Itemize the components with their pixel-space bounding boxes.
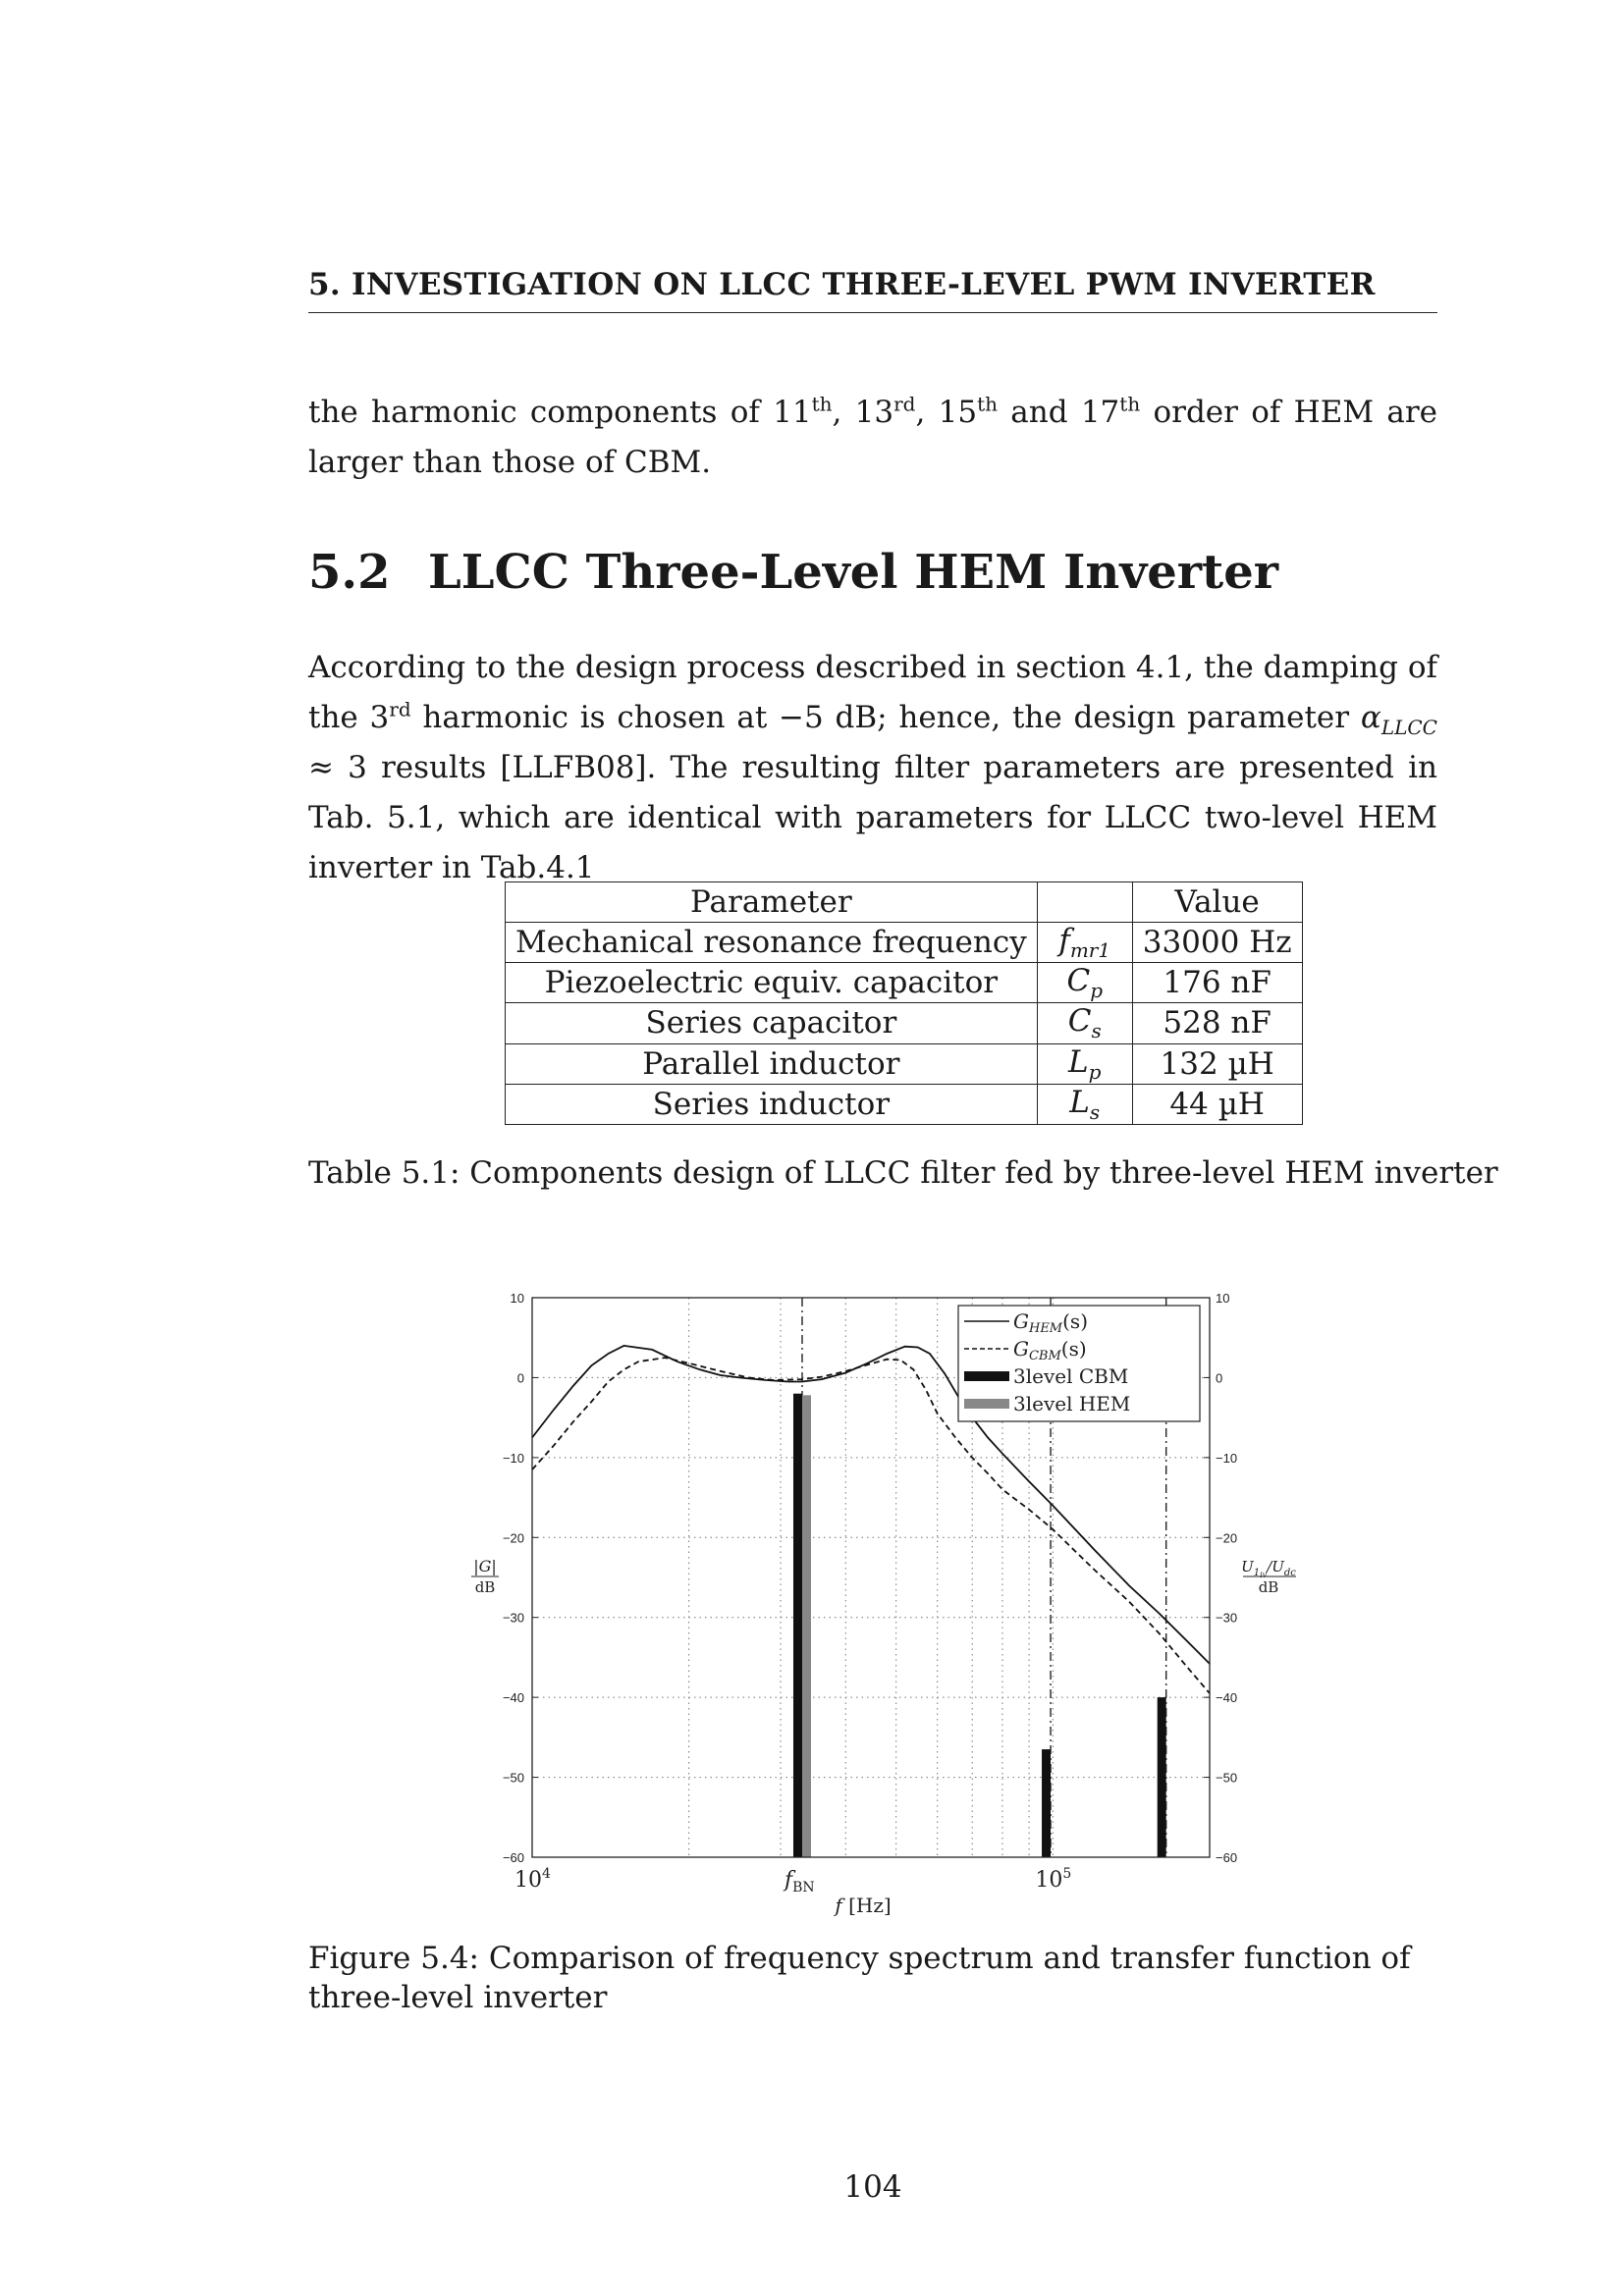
section-title: LLCC Three-Level HEM Inverter xyxy=(428,545,1279,600)
running-head: 5. INVESTIGATION ON LLCC THREE-LEVEL PWM INVERTER xyxy=(308,267,1376,302)
param-value: 44 µH xyxy=(1132,1084,1302,1124)
y-tick-label-left: 0 xyxy=(516,1370,524,1386)
table-row xyxy=(506,1043,1303,1084)
section-number: 5.2 xyxy=(308,545,391,600)
y-axis-label-right-denominator: dB xyxy=(1258,1578,1279,1596)
y-tick-label-left: −40 xyxy=(502,1690,524,1706)
spectrum-chart xyxy=(452,1276,1335,1924)
table-caption: Table 5.1: Components design of LLCC filter fed by three-level HEM inverter xyxy=(308,1155,1498,1191)
y-axis-label-right-numerator: $U_1iv/U_{dc}$ xyxy=(1241,1558,1296,1579)
y-tick-label-right: 10 xyxy=(1216,1291,1230,1306)
param-value: 132 µH xyxy=(1132,1043,1302,1084)
table-header-cell xyxy=(1037,882,1132,923)
legend-entry: $G_{CBM}(s)$ xyxy=(1013,1337,1087,1363)
header-rule xyxy=(308,312,1437,313)
legend-entry: $G_{HEM}(s)$ xyxy=(1013,1309,1088,1336)
y-tick-label-right: −10 xyxy=(1216,1450,1238,1466)
y-tick-label-right: −60 xyxy=(1216,1850,1238,1865)
legend-entry: 3level CBM xyxy=(1013,1364,1129,1388)
table-header-row xyxy=(506,882,1303,923)
param-symbol: $f_{mr1}$ xyxy=(1037,923,1132,963)
legend-entry: 3level HEM xyxy=(1013,1392,1131,1415)
y-tick-label-right: −40 xyxy=(1216,1690,1238,1706)
cbm-bar xyxy=(793,1394,802,1857)
y-tick-label-left: 10 xyxy=(510,1291,524,1306)
param-name: Mechanical resonance frequency xyxy=(506,923,1038,963)
section-heading xyxy=(308,545,1278,600)
x-axis-label: f [Hz] xyxy=(835,1894,892,1917)
y-tick-label-left: −30 xyxy=(502,1610,524,1626)
y-tick-label-right: −50 xyxy=(1216,1770,1238,1786)
page-number: 104 xyxy=(843,2169,902,2205)
x-tick-label: $10^5$ xyxy=(1035,1866,1072,1893)
param-symbol: $C_s$ xyxy=(1037,1003,1132,1043)
y-tick-label-left: −10 xyxy=(502,1450,524,1466)
y-tick-label-left: −20 xyxy=(502,1530,524,1546)
parameters-table xyxy=(505,881,1303,1125)
y-tick-label-right: −30 xyxy=(1216,1610,1238,1626)
y-tick-label-left: −60 xyxy=(502,1850,524,1865)
table-header-cell: Value xyxy=(1132,882,1302,923)
param-symbol: $L_s$ xyxy=(1037,1084,1132,1124)
table-row xyxy=(506,923,1303,963)
x-tick-label: $10^4$ xyxy=(514,1866,551,1893)
table-header-cell: Parameter xyxy=(506,882,1038,923)
table-row xyxy=(506,963,1303,1003)
param-name: Series capacitor xyxy=(506,1003,1038,1043)
intro-paragraph: the harmonic components of 11th, 13rd, 15th and 17th order of HEM are larger than those of CBM. xyxy=(308,392,1437,480)
body-paragraph: According to the design process described in section 4.1, the damping of the 3rd harmonic is chosen at −5 dB; hence, the design parameter $\alpha_{LLCC} \approx 3$ results [LLFB08]. The resulting filter parameters are presented in Tab. 5.1, which are identical with parameters for LLCC two-level HEM inverter in Tab.4.1 xyxy=(308,650,1437,885)
y-axis-label-left-denominator: dB xyxy=(474,1578,496,1596)
param-symbol: $C_p$ xyxy=(1037,963,1132,1003)
y-tick-label-right: 0 xyxy=(1216,1370,1223,1386)
param-value: 33000 Hz xyxy=(1132,923,1302,963)
param-symbol: $L_p$ xyxy=(1037,1043,1132,1084)
hem-bar xyxy=(802,1395,811,1857)
cbm-bar xyxy=(1042,1749,1051,1857)
table-row xyxy=(506,1003,1303,1043)
param-value: 528 nF xyxy=(1132,1003,1302,1043)
y-axis-label-left-numerator: |G| xyxy=(473,1557,497,1575)
table-row xyxy=(506,1084,1303,1124)
param-value: 176 nF xyxy=(1132,963,1302,1003)
legend-swatch xyxy=(964,1371,1009,1381)
param-name: Piezoelectric equiv. capacitor xyxy=(506,963,1038,1003)
param-name: Parallel inductor xyxy=(506,1043,1038,1084)
legend-swatch xyxy=(964,1399,1009,1409)
x-tick-label: $f_{BN}$ xyxy=(784,1868,815,1896)
y-tick-label-left: −50 xyxy=(502,1770,524,1786)
param-name: Series inductor xyxy=(506,1084,1038,1124)
figure-caption: Figure 5.4: Comparison of frequency spectrum and transfer function of three-level inverter xyxy=(308,1941,1411,2015)
y-tick-label-right: −20 xyxy=(1216,1530,1238,1546)
cbm-bar xyxy=(1158,1697,1166,1857)
